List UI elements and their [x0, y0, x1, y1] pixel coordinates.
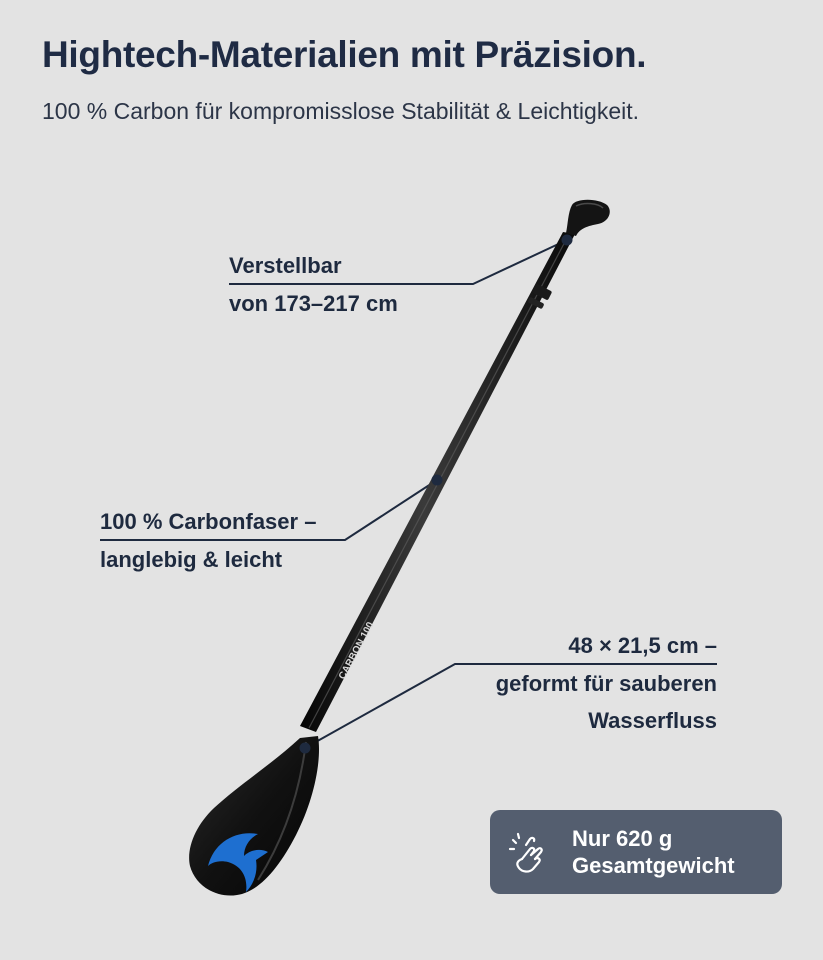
callout-carbon-line1: 100 % Carbonfaser –	[100, 509, 317, 534]
shaft-label: CARBON 100	[336, 620, 377, 682]
badge-line2: Gesamtgewicht	[572, 853, 735, 878]
callout-dot-blade	[300, 743, 311, 754]
callout-adjustable-line1: Verstellbar	[229, 253, 342, 278]
callout-blade-line2: geformt für sauberen	[495, 671, 717, 697]
callout-adjustable	[229, 253, 398, 318]
badge-text	[572, 825, 735, 880]
callout-blade	[496, 633, 717, 734]
callout-carbon	[100, 509, 316, 574]
paddle-handle	[566, 200, 610, 236]
callout-carbon-line2: langlebig & leicht	[100, 547, 283, 573]
callout-dot-carbon	[432, 475, 443, 486]
callout-adjustable-line2: von 173–217 cm	[229, 291, 398, 317]
page-title: Hightech-Materialien mit Präzision.	[42, 34, 647, 75]
page-subtitle: 100 % Carbon für kompromisslose Stabilität & Leichtigkeit.	[42, 98, 640, 124]
snap-fingers-icon	[508, 829, 554, 875]
weight-badge	[490, 810, 782, 894]
callout-dot-adjustable	[562, 235, 573, 246]
callout-blade-line1: 48 × 21,5 cm –	[568, 633, 717, 658]
callout-blade-line3: Wasserfluss	[588, 707, 717, 733]
badge-line1: Nur 620 g	[572, 825, 673, 851]
